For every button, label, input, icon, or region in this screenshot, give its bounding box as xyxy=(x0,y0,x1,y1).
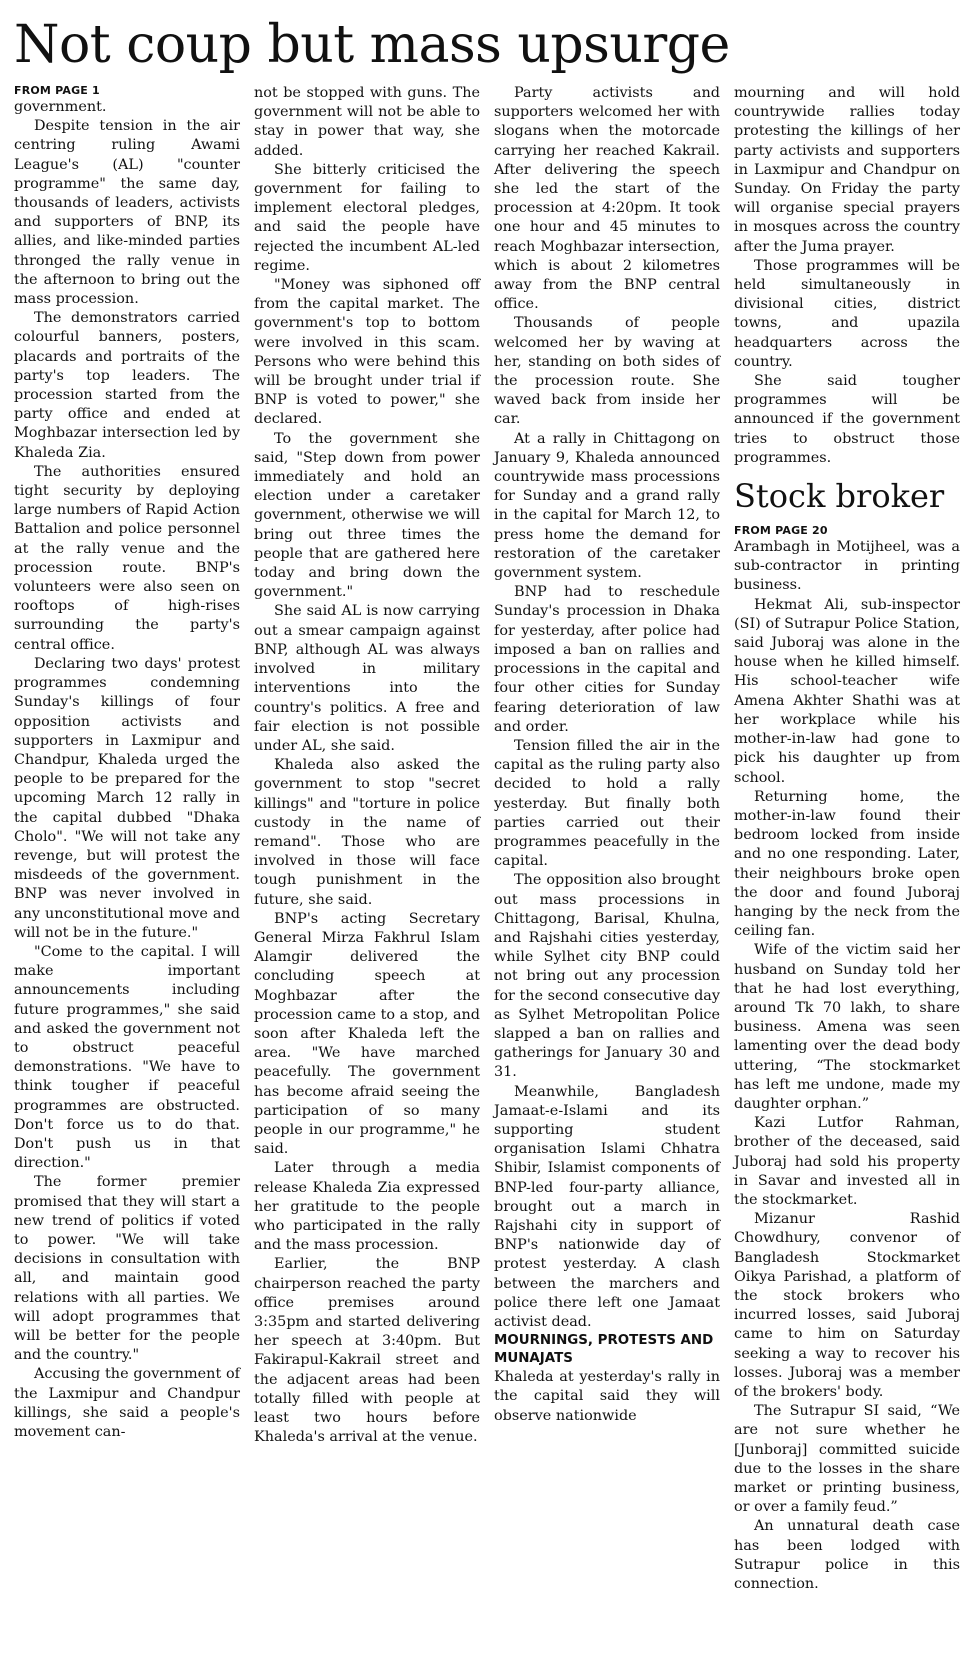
paragraph: Those programmes will be held simultaneously in divisional cities, district towns, and upazila headquarters across the country. xyxy=(734,257,960,370)
paragraph: At a rally in Chittagong on January 9, Khaleda announced countrywide mass processions for Sunday and a grand rally in the capital for March 12, to press home the demand for restoration of the caretaker government system. xyxy=(494,430,720,582)
continuation-kicker: FROM PAGE 1 xyxy=(14,84,100,97)
paragraph: Accusing the government of the Laxmipur and Chandpur killings, she said a people's movement can- xyxy=(14,1366,240,1441)
paragraph: government. xyxy=(14,99,107,115)
paragraph: Despite tension in the air centring ruling Awami League's (AL) "counter programme" the same day, thousands of leaders, activists and supporters of BNP, its allies, and like-minded parties thronged the rally venue in the afternoon to bring out the mass procession. xyxy=(14,118,240,308)
newspaper-page xyxy=(0,14,971,1670)
paragraph: Mizanur Rashid Chowdhury, convenor of Bangladesh Stockmarket Oikya Parishad, a platform of the stock brokers who incurred losses, said Juboraj came to him on Saturday seeking a way to recover his losses. Juboraj was a member of the brokers' body. xyxy=(734,1211,960,1400)
paragraph: The authorities ensured tight security by deploying large numbers of Rapid Action Battalion and police personnel at the rally venue and the procession route. BNP's volunteers were also seen on rooftops of high-rises surrounding the party's central office. xyxy=(14,463,240,653)
paragraph: BNP's acting Secretary General Mirza Fakhrul Islam Alamgir delivered the concluding speech at Moghbazar after the procession came to a stop, and soon after Khaleda left the area. "We have marched peacefully. The government has become afraid seeing the participation of so many people in our programme," he said. xyxy=(254,910,481,1158)
paragraph: Declaring two days' protest programmes condemning Sunday's killings of four opposition activists and supporters in Laxmipur and Chandpur, Khaleda urged the people to be prepared for the upcoming March 12 rally in the capital dubbed "Dhaka Cholo". "We will not take any revenge, but will protest the misdeeds of the government. BNP was never involved in any unconstitutional move and will not be in the future." xyxy=(14,655,240,941)
column-1 xyxy=(14,84,240,1594)
paragraph: mourning and will hold countrywide rallies today protesting the killings of her party activists and supporters in Laxmipur and Chandpur on Sunday. On Friday the party will organise special prayers in mosques across the country after the Juma prayer. xyxy=(734,85,960,255)
paragraph: The opposition also brought out mass processions in Chittagong, Barisal, Khulna, and Rajshahi cities yesterday, while Sylhet city BNP could not bring out any procession for the second consecutive day as Sylhet Metropolitan Police slapped a ban on rallies and gatherings for January 30 and 31. xyxy=(494,872,721,1081)
paragraph: Wife of the victim said her husband on Sunday told her that he had lost everything, around Tk 70 lakh, to share business. Amena was seen lamenting over the dead body uttering, “The stockmarket has left me undone, made my daughter orphan.” xyxy=(734,942,960,1112)
paragraph: Tension filled the air in the capital as the ruling party also decided to hold a rally yesterday. But finally both parties carried out their programmes peacefully in the capital. xyxy=(494,737,720,870)
paragraph: She said tougher programmes will be announced if the government tries to obstruct those programmes. xyxy=(734,373,960,466)
page-headline: Not coup but mass upsurge xyxy=(14,15,730,75)
paragraph: Party activists and supporters welcomed her with slogans when the motorcade carrying her reached Kakrail. After delivering the speech she led the start of the procession at 4:20pm. It took one hour and 45 minutes to reach Moghbazar intersection, which is about 2 kilometres away from the BNP central office. xyxy=(494,85,720,313)
paragraph: The Sutrapur SI said, “We are not sure whether he [Junboraj] committed suicide due to the losses in the share market or printing business, or over a family feud.” xyxy=(734,1403,960,1516)
paragraph: She said AL is now carrying out a smear campaign against BNP, although AL was always involved in military interventions into the country's politics. A free and fair election is not possible under AL, she said. xyxy=(254,603,480,754)
paragraph: The demonstrators carried colourful banners, posters, placards and portraits of the party's top leaders. The procession started from the party office and ended at Moghbazar intersection led by Khaleda Zia. xyxy=(14,310,240,461)
article-columns xyxy=(14,84,961,1594)
paragraph: Khaleda at yesterday's rally in the capital said they will observe nationwide xyxy=(494,1369,720,1424)
paragraph: BNP had to reschedule Sunday's procession in Dhaka for yesterday, after police had imposed a ban on rallies and processions in the capital and four other cities for Sunday fearing deterioration of law and order. xyxy=(494,584,720,735)
paragraph: "Money was siphoned off from the capital market. The government's top to bottom were involved in this scam. Persons who were behind this will be brought under trial if BNP is voted to power," she declared. xyxy=(254,277,480,428)
paragraph: Earlier, the BNP chairperson reached the party office premises around 3:35pm and started delivering her speech at 3:40pm. But Fakirapul-Kakrail street and the adjacent areas had been totally filled with people at least two hours before Khaleda's arrival at the venue. xyxy=(254,1256,480,1446)
paragraph: Hekmat Ali, sub-inspector (SI) of Sutrapur Police Station, said Juboraj was alone in the house when he killed himself. His school-teacher wife Amena Akhter Shathi was at her workplace while his mother-in-law had gone to pick his daughter up from school. xyxy=(734,596,960,786)
continuation-kicker: FROM PAGE 20 xyxy=(734,524,828,538)
section-subhead: MOURNINGS, PROTESTS AND MUNAJATS xyxy=(494,1333,714,1367)
paragraph: Kazi Lutfor Rahman, brother of the deceased, said Juboraj had sold his property in Savar and invested all in the stockmarket. xyxy=(734,1115,960,1208)
column-4 xyxy=(734,84,960,1594)
paragraph: "Come to the capital. I will make important announcements including future programmes," she said and asked the government not to obstruct peaceful demonstrations. "We have to think tougher if peaceful programmes are obstructed. Don't force us to do that. Don't push us in that direction." xyxy=(14,943,240,1172)
paragraph: She bitterly criticised the government for failing to implement electoral pledges, and said the people have rejected the incumbent AL-led regime. xyxy=(254,161,480,274)
paragraph: Returning home, the mother-in-law found their bedroom locked from inside and no one responding. Later, their neighbours broke open the door and found Juboraj hanging by the neck from the ceiling fan. xyxy=(734,788,960,940)
paragraph: Arambagh in Motijheel, was a sub-contractor in printing business. xyxy=(734,539,960,594)
paragraph: Thousands of people welcomed her by waving at her, standing on both sides of the procession route. She waved back from inside her car. xyxy=(494,315,720,428)
paragraph: To the government she said, "Step down from power immediately and hold an election under a caretaker government, otherwise we will bring out three times the people that are gathered here today and bring down the government." xyxy=(254,430,480,601)
paragraph: The former premier promised that they will start a new trend of politics if voted to power. "We will take decisions in consultation with all, and maintain good relations with all parties. We will adopt programmes that will be better for the people and the country." xyxy=(14,1174,240,1364)
paragraph: An unnatural death case has been lodged with Sutrapur police in this connection. xyxy=(734,1518,960,1593)
column-3 xyxy=(494,84,720,1594)
paragraph: not be stopped with guns. The government will not be able to stay in power that way, she added. xyxy=(254,85,480,159)
paragraph: Meanwhile, Bangladesh Jamaat-e-Islami and its supporting student organisation Islami Chhatra Shibir, Islamist components of BNP-led four-party alliance, brought out a march in Rajshahi city in support of BNP's nationwide day of protest yesterday. A clash between the marchers and police there left one Jamaat activist dead. xyxy=(494,1083,720,1330)
story-headline: Stock broker xyxy=(734,477,945,516)
paragraph: Khaleda also asked the government to stop "secret killings" and "torture in police custody in the name of remand". Those who are involved in those will face tough punishment in the future, she said. xyxy=(254,757,480,908)
column-2 xyxy=(254,84,480,1594)
paragraph: Later through a media release Khaleda Zia expressed her gratitude to the people who participated in the rally and the mass procession. xyxy=(254,1160,480,1254)
